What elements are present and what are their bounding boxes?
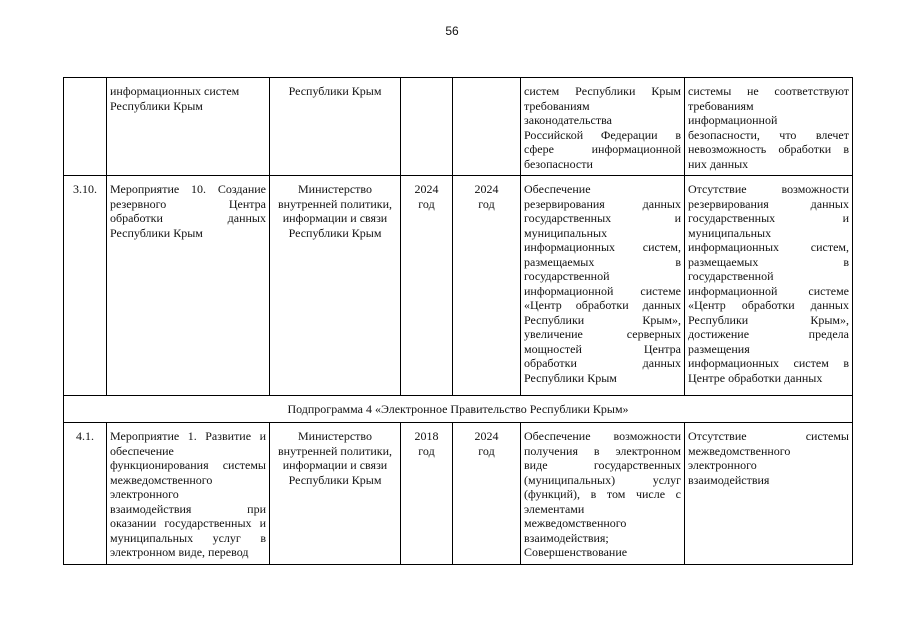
subprogram-row [64, 396, 853, 423]
cell-line: муниципальных [688, 225, 772, 240]
cell-line: обеспечение [110, 443, 174, 458]
cell-line: межведомственного [688, 443, 791, 458]
cell-line: Обеспечение [524, 182, 591, 196]
cell-line: Республики Крым [288, 472, 382, 487]
cell-line: электронном виде, перевод [110, 545, 249, 559]
cell-line: внутренней политики, [278, 196, 392, 211]
cell-line: информационной [688, 113, 778, 127]
cell-line: Российской Федерации в [524, 127, 681, 142]
cell-line: Республики Крым [288, 225, 382, 240]
cell-line: требованиям [524, 98, 590, 113]
cell-line: системы не соответствуют [688, 84, 849, 98]
cell-line: функционирования системы [110, 458, 266, 472]
cell-line: Министерство [298, 429, 372, 443]
cell-line: информационных систем [110, 84, 240, 98]
cell-line: электронного [110, 487, 179, 501]
cell-line: безопасности, что влечет [688, 127, 849, 142]
consequence-cell [685, 423, 853, 565]
cell-line: (функций), в том числе с [524, 487, 681, 501]
cell-line: резервирования данных [524, 196, 681, 211]
cell-line: размещаемых в [524, 254, 681, 269]
cell-line: «Центр обработки данных [524, 298, 681, 312]
cell-line: Министерство [298, 182, 372, 196]
cell-line: государственных и [688, 211, 849, 225]
row-number [64, 78, 107, 176]
start-year-cell [401, 176, 453, 396]
cell-line: размещения [688, 341, 750, 356]
cell-line: достижение предела [688, 327, 849, 341]
cell-line: получения в электронном [524, 443, 681, 458]
cell-line: законодательства [524, 113, 612, 127]
cell-line: информационных систем, [688, 240, 849, 254]
cell-line: взаимодействия; [524, 530, 609, 545]
cell-line: информации и связи [282, 211, 388, 225]
result-cell [521, 176, 685, 396]
cell-line: Мероприятие 10. Создание [110, 182, 266, 196]
cell-line: год [418, 443, 435, 458]
cell-line: обработки данных [110, 211, 266, 225]
result-cell [521, 78, 685, 176]
table-row [64, 423, 853, 565]
consequence-cell [685, 176, 853, 396]
cell-line: (муниципальных) услуг [524, 472, 681, 487]
start-year-cell [401, 423, 453, 565]
cell-line: Центре обработки данных [688, 370, 823, 385]
cell-line: Республики Крым [288, 84, 382, 98]
cell-line: межведомственного [110, 472, 213, 487]
cell-line: Обеспечение возможности [524, 429, 681, 443]
cell-line: Мероприятие 1. Развитие и [110, 429, 266, 443]
cell-line: Республики Крым», [688, 312, 849, 327]
cell-line: систем Республики Крым [524, 84, 681, 98]
cell-line: 2024 [414, 182, 439, 196]
cell-line: виде государственных [524, 458, 681, 472]
cell-line: Отсутствие системы [688, 429, 849, 443]
consequence-cell [685, 78, 853, 176]
cell-line: взаимодействия при [110, 501, 266, 516]
result-cell [521, 423, 685, 565]
cell-line: внутренней политики, [278, 443, 392, 458]
end-year-cell [453, 78, 521, 176]
event-cell [107, 423, 270, 565]
cell-line: государственной [688, 269, 774, 283]
executor-cell [270, 176, 401, 396]
cell-line: размещаемых в [688, 254, 849, 269]
cell-line: увеличение серверных [524, 327, 681, 341]
cell-line: муниципальных [524, 225, 608, 240]
end-year-cell [453, 423, 521, 565]
cell-line: год [418, 196, 435, 211]
end-year-cell [453, 176, 521, 396]
cell-line: Совершенствование [524, 545, 628, 559]
cell-line: информационной системе [688, 283, 849, 298]
cell-line: Республики Крым [110, 225, 203, 240]
cell-line: безопасности [524, 156, 593, 171]
executor-cell [270, 78, 401, 176]
cell-line: резервирования данных [688, 196, 849, 211]
cell-line: сфере информационной [524, 142, 681, 156]
event-cell [107, 78, 270, 176]
cell-line: требованиям [688, 98, 754, 113]
subprogram-title: Подпрограмма 4 «Электронное Правительство Республики Крым» [64, 396, 853, 423]
cell-line: мощностей Центра [524, 341, 681, 356]
cell-line: Республики Крым», [524, 312, 681, 327]
cell-line: резервного Центра [110, 196, 266, 211]
cell-line: Отсутствие возможности [688, 182, 849, 196]
cell-line: 2024 [474, 429, 499, 443]
row-number: 4.1. [64, 423, 107, 565]
cell-line: информации и связи [282, 458, 388, 472]
cell-line: взаимодействия [688, 472, 770, 487]
cell-line: Республики Крым [110, 98, 203, 113]
measures-table [63, 77, 853, 565]
start-year-cell [401, 78, 453, 176]
cell-line: оказании государственных и [110, 516, 266, 530]
cell-line: них данных [688, 156, 749, 171]
row-number: 3.10. [64, 176, 107, 396]
cell-line: год [478, 196, 495, 211]
cell-line: «Центр обработки данных [688, 298, 849, 312]
cell-line: 2018 [414, 429, 439, 443]
table-row [64, 78, 853, 176]
cell-line: государственных и [524, 211, 681, 225]
cell-line: информационных систем в [688, 356, 849, 370]
table-row [64, 176, 853, 396]
cell-line: обработки данных [524, 356, 681, 370]
cell-line: информационной системе [524, 283, 681, 298]
cell-line: Республики Крым [524, 370, 617, 385]
event-cell [107, 176, 270, 396]
cell-line: год [478, 443, 495, 458]
cell-line: элементами [524, 501, 585, 516]
cell-line: государственной [524, 269, 610, 283]
cell-line: электронного [688, 458, 757, 472]
page-number: 56 [445, 24, 459, 38]
executor-cell [270, 423, 401, 565]
cell-line: муниципальных услуг в [110, 530, 266, 545]
cell-line: информационных систем, [524, 240, 681, 254]
cell-line: невозможность обработки в [688, 142, 849, 156]
cell-line: межведомственного [524, 516, 627, 530]
cell-line: 2024 [474, 182, 499, 196]
